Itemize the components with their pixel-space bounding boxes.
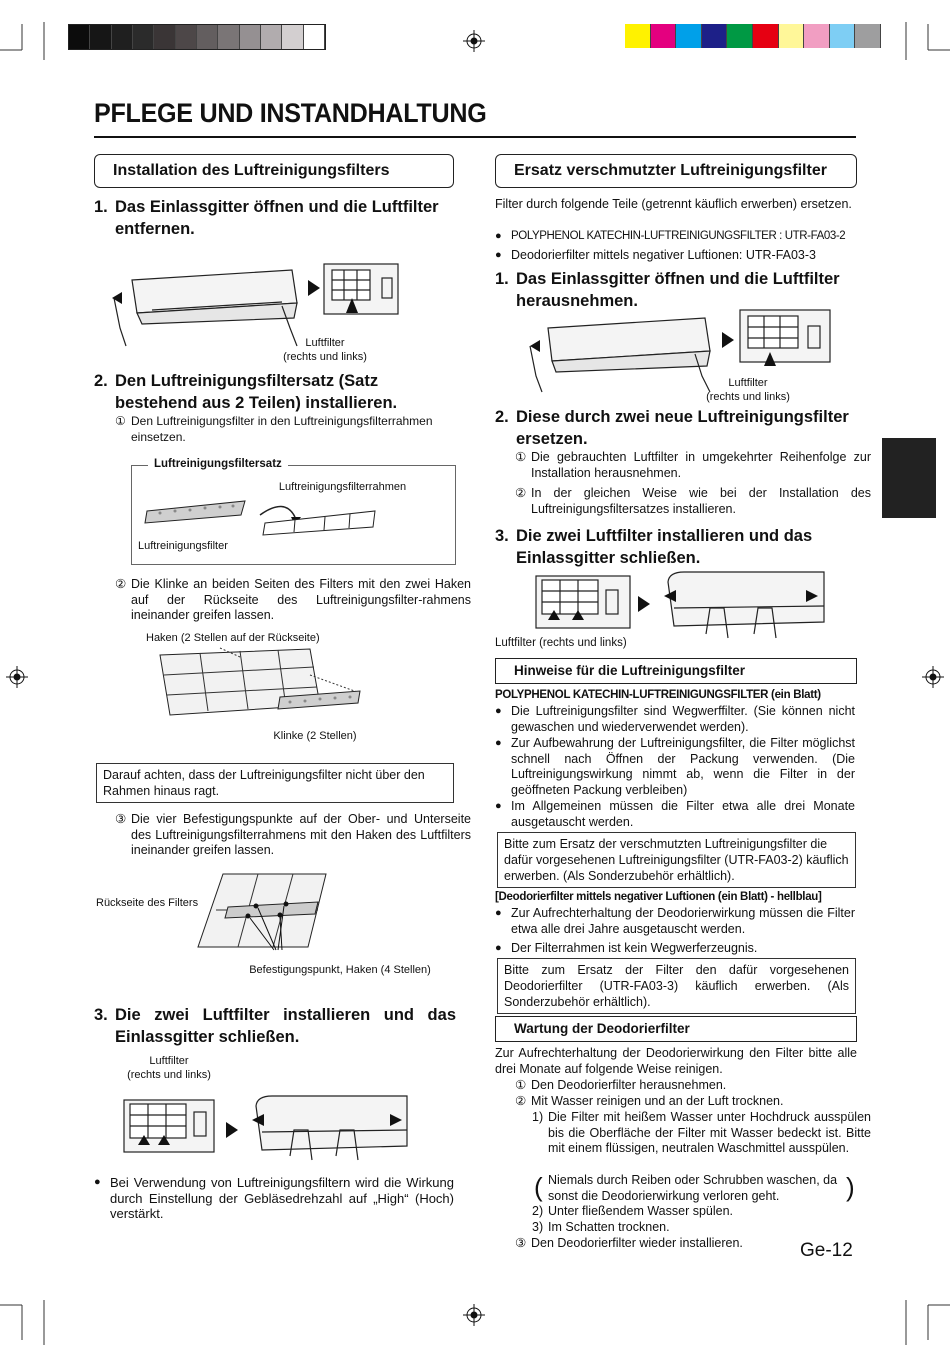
registration-mark-bottom — [463, 1304, 485, 1326]
sub-text: Den Deodorierfilter wieder installieren. — [531, 1236, 743, 1250]
maintenance-header: Wartung der Deodorierfilter — [495, 1016, 857, 1042]
right-bullet-1: ● POLYPHENOL KATECHIN-LUFTREINIGUNGSFILTER : UTR-FA03-2 — [495, 229, 855, 245]
sub-text: Unter fließendem Wasser spülen. — [548, 1204, 734, 1218]
color-swatch — [625, 24, 651, 48]
sub-number: ① — [515, 450, 527, 464]
color-swatch — [651, 24, 677, 48]
hooks-latch-illustration — [160, 645, 430, 725]
sub-text: Die Klinke an beiden Seiten des Filters mit den zwei Haken auf der Rückseite des Luftreinigungsfilter-rahmens ineinander greifen lassen. — [131, 577, 471, 622]
sub-number: ① — [515, 1078, 527, 1092]
sub-text: Mit Wasser reinigen und an der Luft trocknen. — [531, 1094, 784, 1108]
gray-swatch — [112, 25, 133, 49]
ac-open-grille-illustration — [112, 258, 452, 348]
fixing-points-illustration — [198, 872, 338, 952]
sub-text: Die Filter mit heißem Wasser unter Hochdruck ausspülen bis die Oberfläche der Filter mit Wasser bedeckt ist. Bitte mit einem flüssigen, neutralen Waschmittel ausspülen. — [548, 1110, 871, 1155]
gray-swatch — [304, 25, 325, 49]
registration-mark-right — [922, 666, 944, 688]
sub-number: 3) — [532, 1220, 544, 1234]
registration-mark-top — [463, 30, 485, 52]
frame-label: Luftreinigungsfilterrahmen — [278, 481, 407, 493]
color-swatch — [804, 24, 830, 48]
maintenance-step-3 — [515, 1236, 811, 1252]
gray-swatch — [90, 25, 111, 49]
back-of-filter-label: Rückseite des Filters — [96, 897, 199, 909]
sub-number: ① — [115, 414, 126, 428]
filter-set-label: Luftreinigungsfiltersatz — [148, 458, 288, 470]
left-section-header: Installation des Luftreinigungsfilters — [94, 154, 454, 188]
sub-number: 1) — [532, 1110, 544, 1124]
step-text: Die zwei Luftfilter installieren und das Einlassgitter schließen. — [115, 1006, 456, 1046]
step-number: 1. — [94, 198, 108, 216]
sub-number: ② — [115, 577, 127, 591]
sub-number: ② — [515, 486, 527, 500]
hooks-label: Haken (2 Stellen auf der Rückseite) — [146, 632, 320, 644]
right-fig1-caption-line2: (rechts und links) — [706, 391, 790, 403]
maintenance-step-2-2 — [532, 1204, 871, 1220]
latch-label: Klinke (2 Stellen) — [273, 730, 357, 742]
poly-bullet-3: ● Im Allgemeinen müssen die Filter etwa alle drei Monate ausgetauscht werden. — [495, 799, 855, 830]
hints-header: Hinweise für die Luftreinigungsfilter — [495, 658, 857, 684]
color-swatch — [855, 24, 881, 48]
right-fig1-caption-line1: Luftfilter — [728, 377, 768, 389]
sub-text: In der gleichen Weise wie bei der Installation des Luftreinigungsfiltersatzes installieren. — [531, 486, 871, 516]
left-step2-sub1 — [115, 414, 471, 445]
right-install-close-illustration — [534, 570, 854, 642]
gray-swatch — [154, 25, 175, 49]
registration-mark-left — [6, 666, 28, 688]
gray-swatch — [69, 25, 90, 49]
right-paren: ) — [846, 1172, 855, 1202]
right-fig3-caption: Luftfilter (rechts und links) — [495, 637, 627, 649]
right-step2-sub1 — [515, 450, 871, 481]
left-fig1-caption-line1: Luftfilter — [305, 337, 345, 349]
sub-text: Den Deodorierfilter herausnehmen. — [531, 1078, 727, 1092]
step-number: 2. — [94, 372, 108, 390]
gray-swatch — [197, 25, 218, 49]
left-step2-sub2 — [115, 577, 471, 624]
color-swatch — [727, 24, 753, 48]
left-fig3-caption-line2: (rechts und links) — [127, 1069, 211, 1081]
right-bullet-2: ● Deodorierfilter mittels negativer Luftionen: UTR-FA03-3 — [495, 248, 855, 264]
filter-into-frame-illustration — [145, 497, 445, 537]
sub-text: Den Luftreinigungsfilter in den Luftreinigungsfilterrahmen einsetzen. — [131, 414, 433, 444]
gray-swatch — [176, 25, 197, 49]
step-number: 3. — [495, 527, 509, 545]
right-step-2 — [495, 406, 857, 450]
color-swatch — [830, 24, 856, 48]
step-number: 3. — [94, 1006, 108, 1024]
left-paren: ( — [534, 1172, 543, 1202]
page-title: PFLEGE UND INSTANDHALTUNG — [94, 98, 487, 128]
filter-label: Luftreinigungsfilter — [138, 540, 228, 552]
fixing-points-label: Befestigungspunkt, Haken (4 Stellen) — [249, 964, 431, 976]
deo-note-box: Bitte zum Ersatz der Filter den dafür vorgesehenen Deodorierfilter (UTR-FA03-3) käuflich erwerben. (Als Sonderzubehör erhältlich). — [497, 958, 856, 1014]
sub-number: ② — [515, 1094, 527, 1108]
left-fig1-caption-line2: (rechts und links) — [283, 351, 367, 363]
step-text: Das Einlassgitter öffnen und die Luftfilter entfernen. — [115, 198, 439, 238]
step-text: Den Luftreinigungsfiltersatz (Satz bestehend aus 2 Teilen) installieren. — [115, 372, 398, 412]
poly-bullet-2: ● Zur Aufbewahrung der Luftreinigungsfilter, die Filter möglichst schnell nach Öffnen der Packung verwenden. (Die Luftreinigungswirkung nimmt ab, wenn die Filter in der geöffneten Packung verbleiben) — [495, 736, 855, 798]
section-tab — [882, 438, 936, 518]
color-swatch — [676, 24, 702, 48]
page-number: Ge-12 — [800, 1240, 853, 1261]
maintenance-intro: Zur Aufrechterhaltung der Deodorierwirkung den Filter bitte alle drei Monate auf folgende Weise reinigen. — [495, 1046, 857, 1076]
gray-color-bar — [68, 24, 326, 50]
step-text: Die zwei Luftfilter installieren und das Einlassgitter schließen. — [516, 527, 813, 567]
maintenance-paren-note: Niemals durch Reiben oder Schrubben waschen, da sonst die Deodorierwirkung verloren geht. — [548, 1173, 838, 1203]
warning-box: Darauf achten, dass der Luftreinigungsfilter nicht über den Rahmen hinaus ragt. — [96, 763, 454, 803]
process-color-bar — [625, 24, 881, 48]
step-text: Diese durch zwei neue Luftreinigungsfilter ersetzen. — [516, 408, 849, 448]
deo-heading: [Deodorierfilter mittels negativer Luftionen (ein Blatt) - hellblau] — [495, 891, 822, 903]
gray-swatch — [133, 25, 154, 49]
install-filters-close-grille-illustration — [122, 1090, 422, 1170]
right-step-3 — [495, 525, 857, 569]
left-step2-sub3 — [115, 812, 471, 859]
color-swatch — [753, 24, 779, 48]
sub-text: Die gebrauchten Luftfilter in umgekehrter Reihenfolge zur Installation herausnehmen. — [531, 450, 871, 480]
gray-swatch — [282, 25, 303, 49]
gray-swatch — [240, 25, 261, 49]
maintenance-step-1 — [515, 1078, 871, 1094]
maintenance-step-2-1 — [532, 1110, 871, 1157]
step-number: 1. — [495, 270, 509, 288]
right-step2-sub2 — [515, 486, 871, 517]
maintenance-step-2 — [515, 1094, 871, 1110]
sub-number: ③ — [515, 1236, 527, 1250]
sub-number: ③ — [115, 812, 127, 826]
color-swatch — [779, 24, 805, 48]
left-step-1 — [94, 196, 456, 240]
deo-bullet-2: ● Der Filterrahmen ist kein Wegwerferzeugnis. — [495, 941, 855, 957]
sub-number: 2) — [532, 1204, 544, 1218]
right-section-header: Ersatz verschmutzter Luftreinigungsfilter — [495, 154, 857, 188]
gray-swatch — [261, 25, 282, 49]
left-fig3-caption-line1: Luftfilter — [149, 1055, 189, 1067]
left-step-2 — [94, 370, 456, 414]
color-swatch — [702, 24, 728, 48]
poly-bullet-1: ● Die Luftreinigungsfilter sind Wegwerffilter. (Sie können nicht gewaschen und wiederverwendet werden). — [495, 704, 855, 735]
left-final-bullet: ● Bei Verwendung von Luftreinigungsfiltern wird die Wirkung durch Einstellung der Gebläsedrehzahl auf „High“ (Hoch) verstärkt. — [94, 1175, 454, 1222]
deo-bullet-1: ● Zur Aufrechterhaltung der Deodorierwirkung müssen die Filter etwa alle drei Jahre ausgetauscht werden. — [495, 906, 855, 937]
step-number: 2. — [495, 408, 509, 426]
sub-text: Im Schatten trocknen. — [548, 1220, 670, 1234]
sub-text: Die vier Befestigungspunkte auf der Ober- und Unterseite des Luftreinigungsfilterrahmens mit den Haken des Luftfilters ineinander greifen lassen. — [131, 812, 471, 857]
step-text: Das Einlassgitter öffnen und die Luftfilter herausnehmen. — [516, 270, 840, 310]
poly-heading: POLYPHENOL KATECHIN-LUFTREINIGUNGSFILTER (ein Blatt) — [495, 689, 821, 701]
right-open-grille-illustration — [530, 306, 840, 386]
maintenance-step-2-3 — [532, 1220, 871, 1236]
gray-swatch — [218, 25, 239, 49]
poly-note-box: Bitte zum Ersatz der verschmutzten Luftreinigungsfilter die dafür vorgesehenen Luftreinigungsfilter (UTR-FA03-2) käuflich erwerben. (Als Sonderzubehör erhältlich). — [497, 832, 856, 888]
right-intro: Filter durch folgende Teile (getrennt käuflich erwerben) ersetzen. — [495, 197, 852, 211]
left-step-3 — [94, 1004, 456, 1048]
title-rule — [94, 136, 856, 138]
